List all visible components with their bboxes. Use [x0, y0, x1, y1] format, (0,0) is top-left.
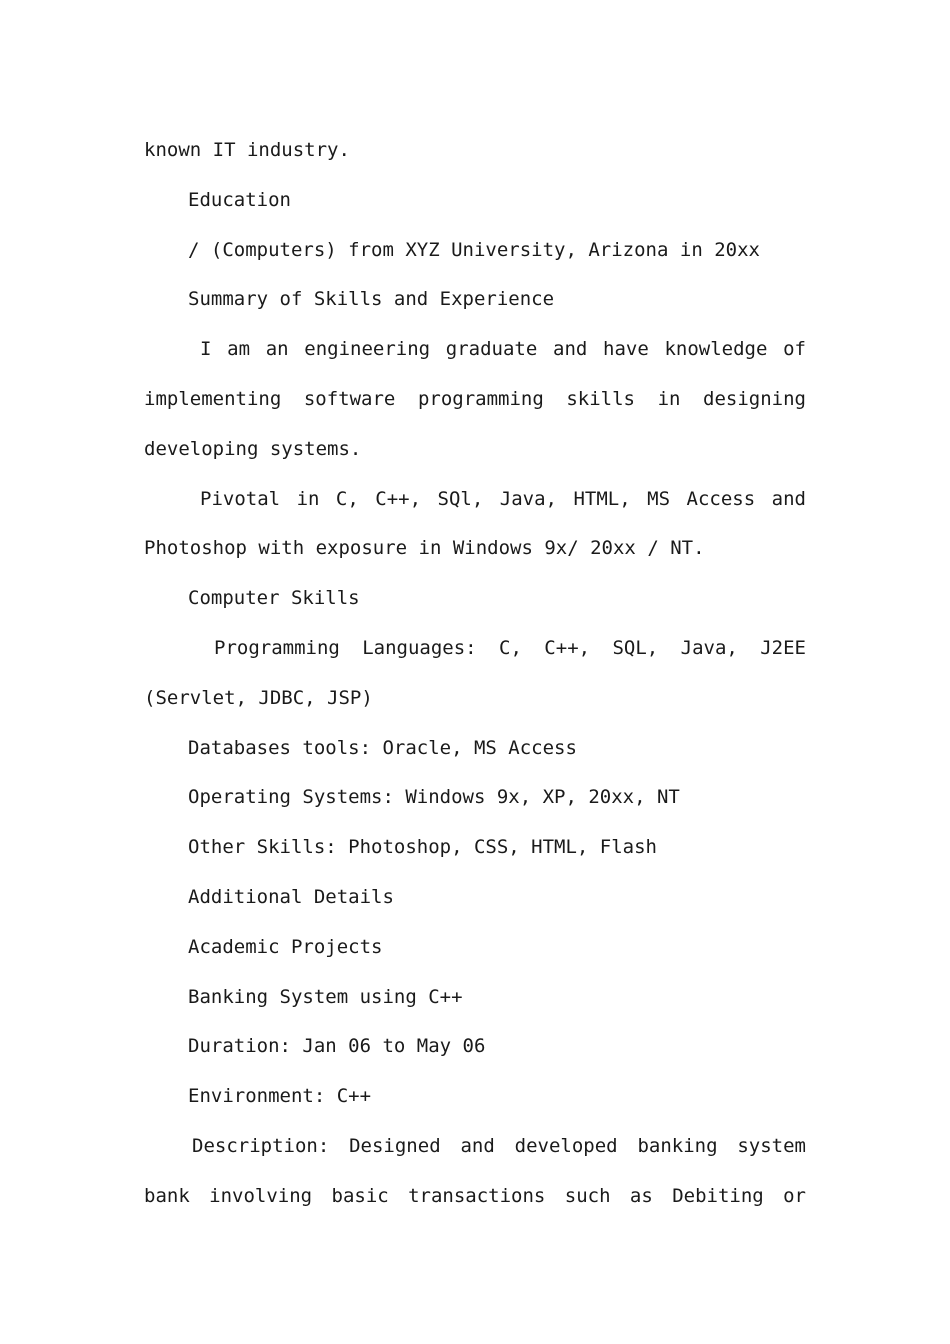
section-heading-education: Education [188, 188, 291, 211]
project-description: Description: Designed and developed banking system [192, 1134, 806, 1157]
section-heading-summary: Summary of Skills and Experience [188, 288, 555, 311]
text-line: (Servlet, JDBC, JSP) [144, 686, 373, 709]
project-environment: Environment: C++ [188, 1085, 372, 1108]
section-heading-additional-details: Additional Details [188, 885, 394, 908]
text-line: Operating Systems: Windows 9x, XP, 20xx, NT [188, 786, 680, 809]
text-line: known IT industry. [144, 139, 350, 161]
text-line: bank involving basic transactions such as Debiting or [144, 1184, 806, 1207]
document-body [144, 126, 806, 1222]
text-line: implementing software programming skills in designing [144, 387, 806, 410]
text-line: I am an engineering graduate and have knowledge of [200, 338, 806, 361]
text-line: / (Computers) from XYZ University, Arizona in 20xx [188, 238, 760, 261]
project-title: Banking System using C++ [188, 985, 463, 1008]
text-line: Programming Languages: C, C++, SQL, Java, J2EE [214, 636, 806, 659]
section-heading-computer-skills: Computer Skills [188, 587, 360, 610]
text-line: Pivotal in C, C++, SQl, Java, HTML, MS Access and [200, 487, 806, 510]
text-line: Other Skills: Photoshop, CSS, HTML, Flash [188, 836, 657, 859]
section-heading-academic-projects: Academic Projects [188, 935, 383, 958]
text-line: Photoshop with exposure in Windows 9x/ 20xx / NT. [144, 537, 705, 560]
text-line: developing systems. [144, 437, 362, 460]
project-duration: Duration: Jan 06 to May 06 [188, 1035, 486, 1058]
text-line: Databases tools: Oracle, MS Access [188, 736, 577, 759]
